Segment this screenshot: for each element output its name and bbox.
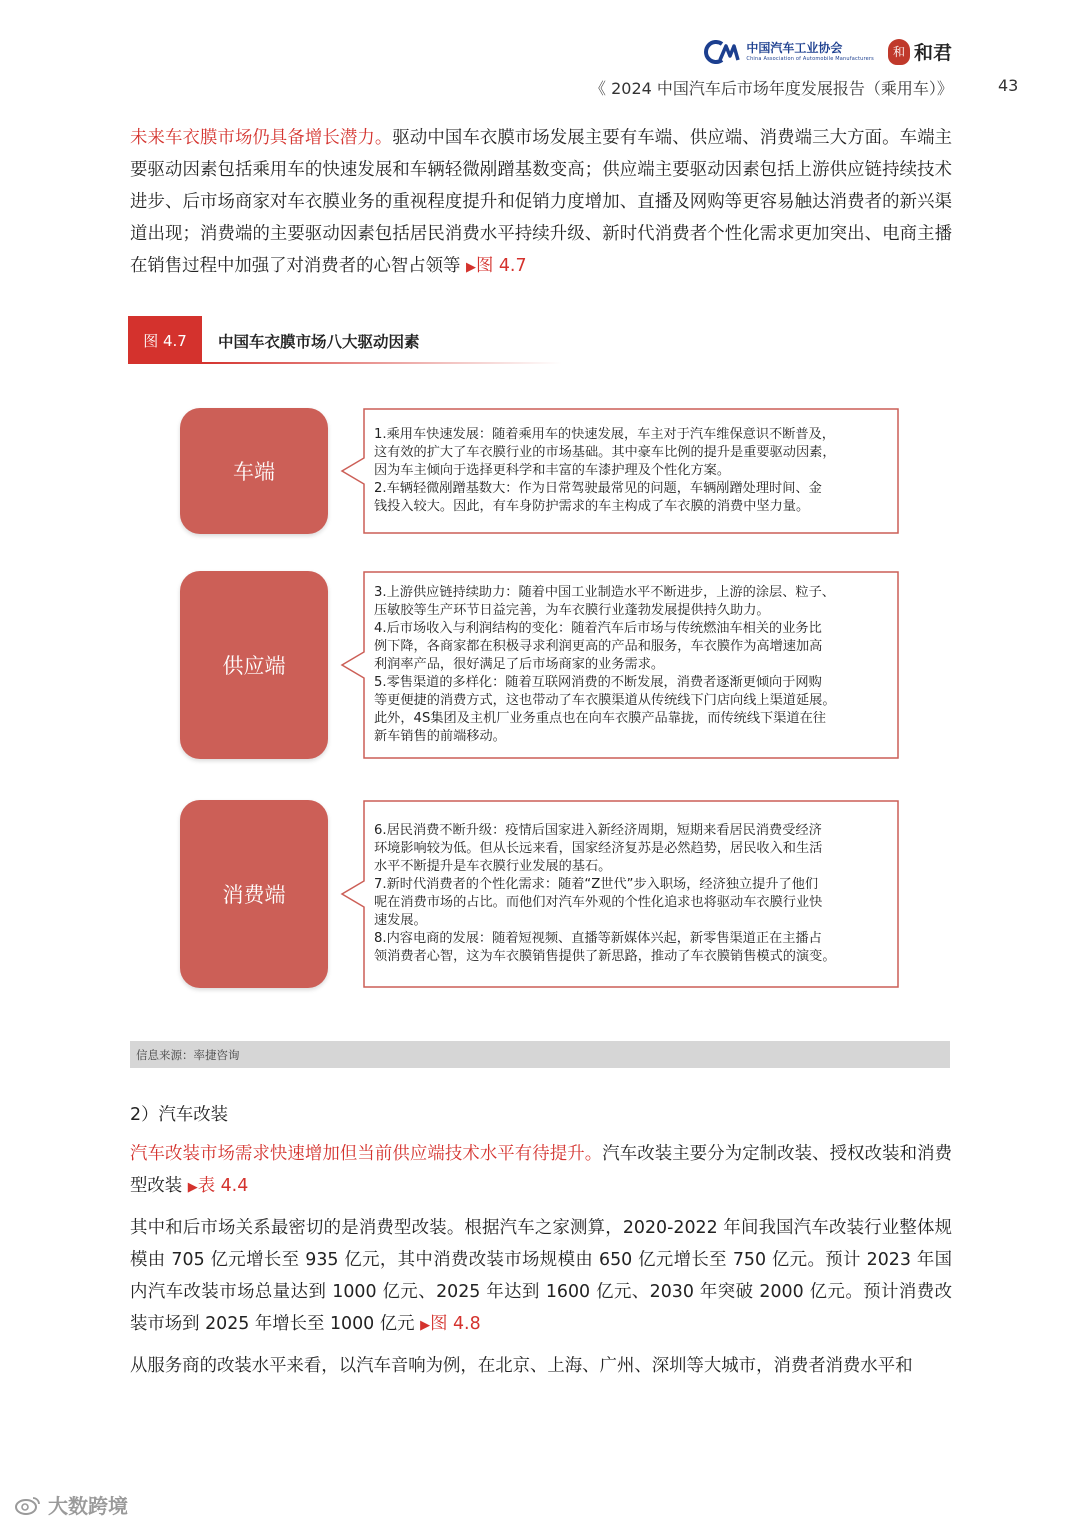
driver-label: 供应端 [180, 571, 328, 759]
driver-label: 消费端 [180, 800, 328, 988]
hejun-logo [888, 38, 952, 65]
driver-callout [340, 571, 900, 759]
driver-callout [340, 800, 900, 988]
driver-text-line: 速发展。 [374, 913, 427, 928]
driver-text-line: 1.乘用车快速发展：随着乘用车的快速发展，车主对于汽车维保意识不断普及， [374, 427, 835, 442]
driver-text-line: 6.居民消费不断升级：疫情后国家进入新经济周期，短期来看居民消费受经济 [374, 823, 822, 838]
section2-paragraph-3 [130, 1350, 952, 1382]
caam-logo [704, 40, 874, 64]
driver-label: 车端 [180, 408, 328, 534]
page-number: 43 [998, 76, 1019, 95]
figure-ref-link[interactable]: 图 4.7 [475, 256, 527, 276]
driver-group-vehicle [180, 408, 900, 534]
ref-arrow-icon: ▶ [465, 260, 476, 275]
figure-header [128, 316, 950, 364]
driver-text-line: 环境影响较为低。但从长远来看，国家经济复苏是必然趋势，居民收入和生活 [374, 841, 823, 856]
ref-arrow-icon: ▶ [420, 1318, 431, 1333]
section2-paragraph-1 [130, 1138, 952, 1204]
driver-text-line: 因为车主倾向于选择更科学和丰富的车漆护理及个性化方案。 [374, 463, 731, 478]
driver-group-consumer [180, 800, 900, 988]
table-ref-link[interactable]: 表 4.4 [197, 1176, 249, 1196]
section-heading: 2）汽车改装 [130, 1105, 229, 1125]
figure-ref-link[interactable]: 图 4.8 [430, 1314, 481, 1334]
ref-arrow-icon: ▶ [187, 1180, 198, 1195]
section2-p2-body: 其中和后市场关系最密切的是消费型改装。根据汽车之家测算，2020-2022 年间我国汽车改装行业整体规模由 705 亿元增长至 935 亿元，其中消费改装市场规模由 650 亿元增长至 750 亿元。预计 2023 年国内汽车改装市场总量达到 1000 亿元、2025 年达到 1600 亿元、2030 年突破 2000 亿元。预计消费改装市场到 2025 年增长至 1000 亿元 [130, 1218, 952, 1334]
driver-text-line: 例下降，各商家都在积极寻求利润更高的产品和服务，车衣膜作为高增速加高 [374, 639, 823, 654]
report-title: 《 2024 中国汽车后市场年度发展报告（乘用车）》 [590, 79, 953, 98]
driver-text-line: 领消费者心智，这为车衣膜销售提供了新思路，推动了车衣膜销售模式的演变。 [374, 949, 836, 964]
driver-text-line: 呢在消费市场的占比。而他们对汽车外观的个性化追求也将驱动车衣膜行业快 [374, 895, 823, 910]
driver-text-line: 钱投入较大。因此，有车身防护需求的车主构成了车衣膜的消费中坚力量。 [374, 499, 810, 514]
driver-text-line: 8.内容电商的发展：随着短视频、直播等新媒体兴起，新零售渠道正在主播占 [374, 931, 822, 946]
intro-highlight: 未来车衣膜市场仍具备增长潜力。 [130, 128, 393, 148]
driver-text-line: 4.后市场收入与利润结构的变化：随着汽车后市场与传统燃油车相关的业务比 [374, 621, 822, 636]
watermark [14, 1490, 128, 1519]
driver-text-line: 利润率产品，很好满足了后市场商家的业务需求。 [374, 657, 665, 672]
driver-text-line: 此外，4S集团及主机厂业务重点也在向车衣膜产品靠拢，而传统线下渠道在往 [374, 711, 826, 726]
driver-text-line: 这有效的扩大了车衣膜行业的市场基础。其中豪车比例的提升是重要驱动因素， [374, 445, 836, 460]
section2-p1-body: 汽车改装主要分为定制改装、授权改装和消费型改装 [130, 1144, 952, 1196]
caam-en-name: China Association of Automobile Manufacturers [746, 55, 874, 62]
intro-paragraph [130, 122, 952, 284]
figure-title: 中国车衣膜市场八大驱动因素 [218, 333, 420, 351]
section2-paragraph-2 [130, 1212, 952, 1342]
header-logos [704, 38, 952, 65]
section2-highlight: 汽车改装市场需求快速增加但当前供应端技术水平有待提升。 [130, 1144, 603, 1164]
driver-text-line: 新车销售的前端移动。 [374, 729, 506, 744]
figure-source: 信息来源：率捷咨询 [136, 1048, 240, 1062]
caam-name: 中国汽车工业协会 [746, 40, 843, 55]
figure-tag: 图 4.7 [128, 316, 202, 364]
hejun-name: 和君 [913, 42, 952, 64]
section2-p3-body: 从服务商的改装水平来看，以汽车音响为例，在北京、上海、广州、深圳等大城市，消费者消费水平和 [130, 1356, 913, 1376]
driver-callout [340, 408, 900, 534]
driver-text-line: 压敏胶等生产环节日益完善，为车衣膜行业蓬勃发展提供持久助力。 [374, 603, 770, 618]
weibo-icon [14, 1495, 42, 1515]
figure-underline [202, 362, 562, 364]
driver-text-line: 水平不断提升是车衣膜行业发展的基石。 [374, 859, 612, 874]
watermark-text: 大数跨境 [48, 1494, 128, 1518]
caam-logo-icon [704, 40, 740, 64]
driver-text-line: 等更便捷的消费方式，这也带动了车衣膜渠道从传统线下门店向线上渠道延展。 [374, 693, 836, 708]
hejun-seal-icon: 和 [888, 39, 910, 65]
driver-text-line: 5.零售渠道的多样化：随着互联网消费的不断发展，消费者逐渐更倾向于网购 [374, 675, 822, 690]
driver-text-line: 7.新时代消费者的个性化需求：随着“Z世代”步入职场，经济独立提升了他们 [374, 877, 819, 892]
driver-text-line: 3.上游供应链持续助力：随着中国工业制造水平不断进步，上游的涂层、粒子、 [374, 585, 835, 600]
driver-group-supply [180, 571, 900, 759]
driver-text-line: 2.车辆轻微剐蹭基数大：作为日常驾驶最常见的问题，车辆剐蹭处理时间、金 [374, 481, 822, 496]
figure-source-bar [130, 1041, 950, 1068]
intro-body: 驱动中国车衣膜市场发展主要有车端、供应端、消费端三大方面。车端主要驱动因素包括乘用车的快速发展和车辆轻微剐蹭基数变高；供应端主要驱动因素包括上游供应链持续技术进步、后市场商家对车衣膜业务的重视程度提升和促销力度增加、直播及网购等更容易触达消费者的新兴渠道出现；消费端的主要驱动因素包括居民消费水平持续升级、新时代消费者个性化需求更加突出、电商主播在销售过程中加强了对消费者的心智占领等 [130, 128, 952, 276]
